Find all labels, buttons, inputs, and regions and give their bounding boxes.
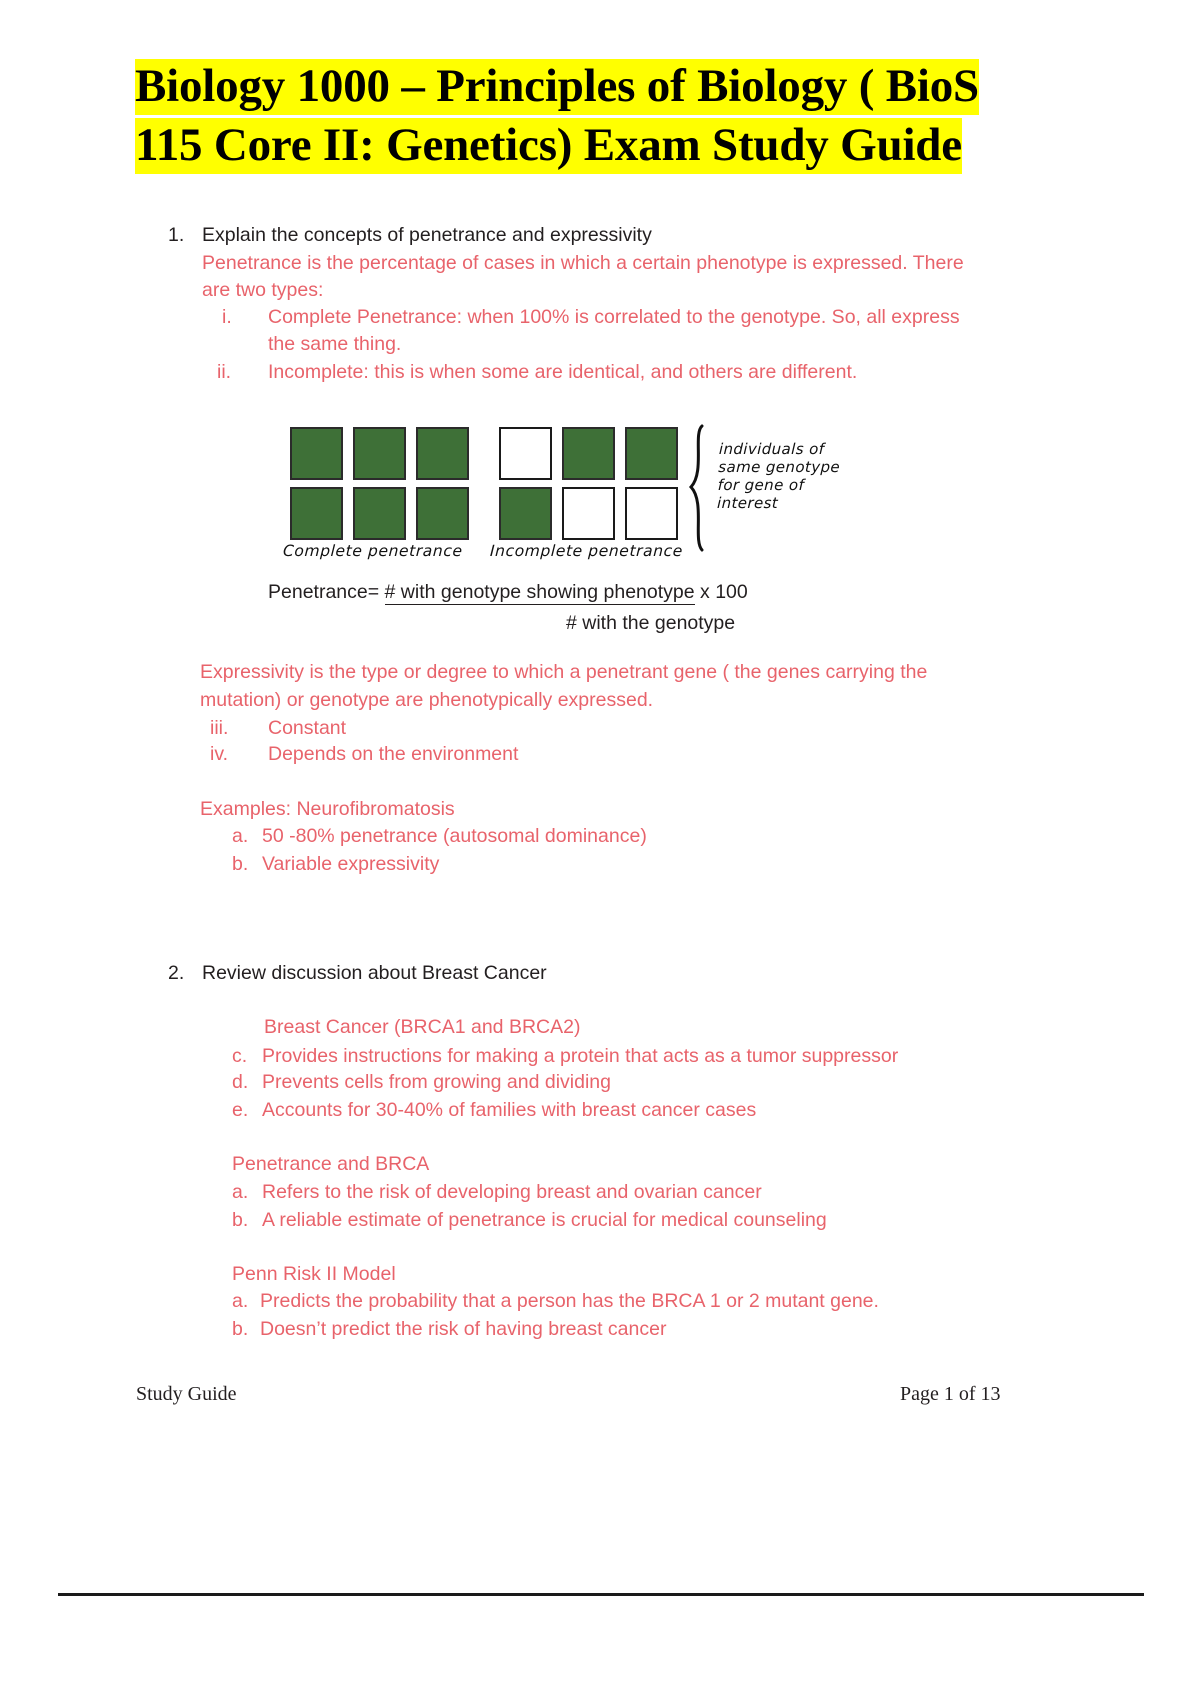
examples-heading: Examples: Neurofibromatosis: [200, 798, 455, 820]
penetrance-diagram: [282, 424, 910, 569]
expressivity-item-iii-marker: iii.: [210, 717, 229, 739]
diagram-annotation-line-1: individuals of: [718, 440, 825, 458]
curly-brace-icon: [688, 424, 714, 552]
footer-page-number: Page 1 of 13: [900, 1383, 1001, 1405]
formula-numerator: # with genotype showing phenotype: [384, 581, 695, 603]
bottom-divider: [58, 1593, 1144, 1596]
page-title-line-2: 115 Core II: Genetics) Exam Study Guide: [135, 118, 962, 174]
diagram-annotation-line-4: interest: [716, 494, 779, 512]
section-1-heading: Explain the concepts of penetrance and expressivity: [202, 224, 652, 246]
genotype-square-filled: [353, 427, 406, 480]
diagram-annotation: [717, 440, 920, 512]
penetrance-paragraph-line-1: Penetrance is the percentage of cases in which a certain phenotype is expressed. There: [202, 252, 964, 274]
brca-item-c-text: Provides instructions for making a protein that acts as a tumor suppressor: [262, 1045, 899, 1067]
expressivity-item-iv-text: Depends on the environment: [268, 743, 519, 765]
genotype-square-filled: [290, 427, 343, 480]
diagram-annotation-line-2: same genotype: [718, 458, 841, 476]
diagram-annotation-line-3: for gene of: [717, 476, 805, 494]
penn-risk-item-b-marker: b.: [232, 1318, 249, 1340]
page-title: [135, 57, 1075, 175]
page-title-line-1: Biology 1000 – Principles of Biology ( BioS: [135, 59, 979, 115]
penn-risk-item-a-text: Predicts the probability that a person has the BRCA 1 or 2 mutant gene.: [260, 1290, 879, 1312]
section-2-number: 2.: [168, 962, 185, 984]
penetrance-item-ii-line-1: Incomplete: this is when some are identical, and others are different.: [268, 361, 858, 383]
formula-denominator: # with the genotype: [566, 612, 736, 634]
formula-label: Penetrance=: [268, 581, 385, 603]
penetrance-brca-item-b-marker: b.: [232, 1209, 249, 1231]
genotype-square-filled: [416, 487, 469, 540]
genotype-square-filled: [290, 487, 343, 540]
penetrance-paragraph-line-2: are two types:: [202, 279, 324, 301]
penetrance-brca-item-a-text: Refers to the risk of developing breast and ovarian cancer: [262, 1181, 762, 1203]
brca-item-d-marker: d.: [232, 1071, 249, 1093]
incomplete-penetrance-caption: Incomplete penetrance: [489, 542, 684, 560]
example-a-marker: a.: [232, 825, 249, 847]
brca-item-e-text: Accounts for 30-40% of families with breast cancer cases: [262, 1099, 757, 1121]
example-a-text: 50 -80% penetrance (autosomal dominance): [262, 825, 647, 847]
example-b-marker: b.: [232, 853, 249, 875]
penn-risk-group-heading: Penn Risk II Model: [232, 1263, 396, 1285]
expressivity-item-iv-marker: iv.: [210, 743, 229, 765]
penetrance-brca-item-b-text: A reliable estimate of penetrance is crucial for medical counseling: [262, 1209, 827, 1231]
genotype-square-filled: [353, 487, 406, 540]
brca-item-e-marker: e.: [232, 1099, 249, 1121]
example-b-text: Variable expressivity: [262, 853, 440, 875]
expressivity-paragraph-line-1: Expressivity is the type or degree to which a penetrant gene ( the genes carrying the: [200, 661, 928, 683]
penn-risk-item-a-marker: a.: [232, 1290, 249, 1312]
complete-penetrance-caption: Complete penetrance: [282, 542, 464, 560]
expressivity-item-iii-text: Constant: [268, 717, 347, 739]
incomplete-penetrance-grid: [499, 427, 678, 540]
complete-penetrance-grid: [290, 427, 469, 540]
footer-left-label: Study Guide: [136, 1383, 237, 1405]
penetrance-formula: [268, 578, 748, 637]
brca-item-d-text: Prevents cells from growing and dividing: [262, 1071, 612, 1093]
genotype-square-empty: [499, 427, 552, 480]
genotype-square-empty: [562, 487, 615, 540]
brca-group-heading: Breast Cancer (BRCA1 and BRCA2): [264, 1016, 581, 1038]
section-2-heading: Review discussion about Breast Cancer: [202, 962, 547, 984]
formula-multiplier: x 100: [694, 581, 748, 603]
genotype-square-filled: [562, 427, 615, 480]
genotype-square-filled: [625, 427, 678, 480]
section-1-number: 1.: [168, 224, 185, 246]
genotype-square-filled: [416, 427, 469, 480]
penetrance-item-i-marker: i.: [222, 306, 232, 328]
expressivity-paragraph-line-2: mutation) or genotype are phenotypically expressed.: [200, 689, 654, 711]
penn-risk-item-b-text: Doesn’t predict the risk of having breast cancer: [260, 1318, 667, 1340]
brca-item-c-marker: c.: [232, 1045, 248, 1067]
penetrance-brca-group-heading: Penetrance and BRCA: [232, 1153, 430, 1175]
penetrance-item-i-line-1: Complete Penetrance: when 100% is correlated to the genotype. So, all express: [268, 306, 960, 328]
penetrance-brca-item-a-marker: a.: [232, 1181, 249, 1203]
penetrance-item-i-line-2: the same thing.: [268, 333, 402, 355]
penetrance-item-ii-marker: ii.: [217, 361, 232, 383]
genotype-square-filled: [499, 487, 552, 540]
genotype-square-empty: [625, 487, 678, 540]
